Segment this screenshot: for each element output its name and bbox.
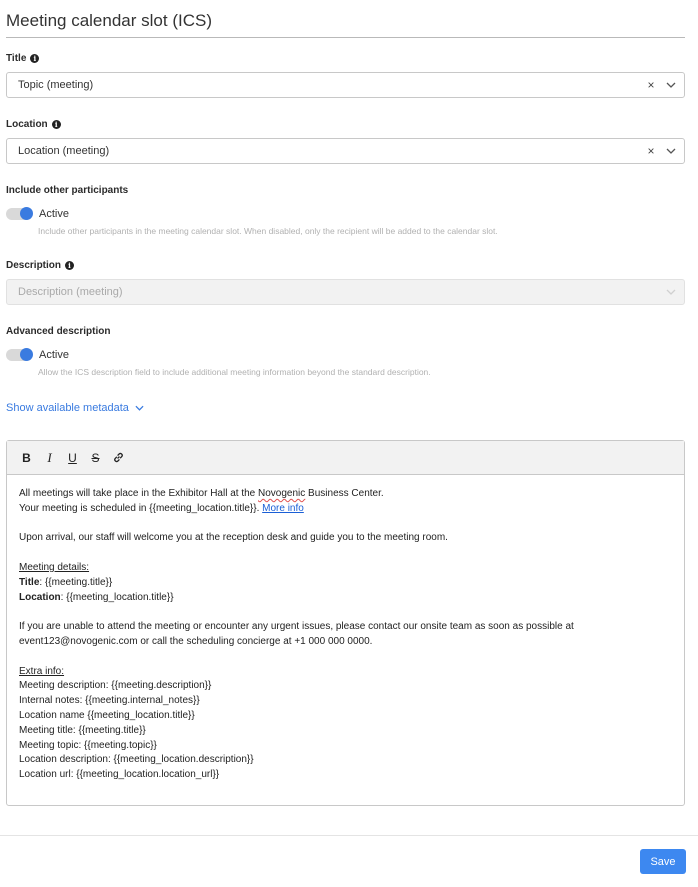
save-button[interactable]: Save (640, 849, 686, 874)
title-label (6, 53, 39, 64)
location-label (6, 119, 61, 130)
participants-label (6, 185, 128, 196)
chevron-down-icon[interactable] (664, 144, 678, 158)
participants-toggle[interactable] (6, 208, 32, 220)
toggle-knob (20, 207, 33, 220)
advanced-help: Allow the ICS description field to include additional meeting information beyond the standard description. (38, 367, 431, 377)
footer-divider (0, 835, 698, 836)
show-metadata-link[interactable] (6, 402, 144, 414)
misspelled-word: Novogenic (258, 488, 306, 499)
rich-text-editor (6, 440, 685, 806)
editor-line: Location: {{meeting_location.title}} (19, 591, 174, 603)
list-item: Location url: {{meeting_location.location_url}} (19, 769, 220, 781)
participants-label-text: Include other participants (6, 185, 129, 196)
list-item: Meeting title: {{meeting.title}} (19, 724, 146, 736)
underline-button[interactable]: U (68, 450, 77, 465)
list-item: Meeting topic: {{meeting.topic}} (19, 739, 157, 751)
link-icon[interactable] (111, 450, 126, 465)
advanced-label-text: Advanced description (6, 326, 111, 337)
description-label (6, 260, 74, 271)
participants-toggle-label: Active (39, 208, 69, 220)
bold-button[interactable]: B (22, 450, 31, 465)
title-select[interactable] (6, 72, 685, 98)
title-label-text: Title (6, 53, 27, 64)
advanced-label (6, 326, 110, 337)
title-select-value: Topic (meeting) (18, 79, 94, 91)
advanced-toggle[interactable] (6, 349, 32, 361)
editor-line: Title: {{meeting.title}} (19, 576, 113, 588)
editor-content[interactable] (7, 475, 684, 795)
extra-info-heading: Extra info: (19, 665, 65, 677)
participants-help: Include other participants in the meeting calendar slot. When disabled, only the recipient will be added to the calendar slot. (38, 226, 498, 236)
toggle-knob (20, 348, 33, 361)
editor-line: All meetings will take place in the Exhibitor Hall at the Novogenic Business Center. (19, 488, 384, 499)
editor-line: Your meeting is scheduled in {{meeting_location.title}}. More info (19, 502, 304, 514)
location-select[interactable] (6, 138, 685, 164)
info-icon[interactable]: i (30, 54, 39, 63)
description-select (6, 279, 685, 305)
advanced-toggle-label: Active (39, 349, 69, 361)
title-divider (6, 37, 685, 38)
advanced-toggle-row (6, 349, 69, 361)
meeting-details-heading: Meeting details: (19, 561, 90, 573)
description-label-text: Description (6, 260, 62, 271)
list-item: Location description: {{meeting_location.description}} (19, 754, 254, 766)
chevron-down-icon (135, 405, 144, 411)
participants-toggle-row (6, 208, 69, 220)
editor-line: If you are unable to attend the meeting or encounter any urgent issues, please contact our onsite team as soon as possible at (19, 621, 574, 633)
editor-line: Upon arrival, our staff will welcome you at the reception desk and guide you to the meeting room. (19, 532, 448, 544)
strikethrough-button[interactable]: S (91, 450, 100, 465)
italic-button[interactable]: I (47, 449, 52, 465)
page-title: Meeting calendar slot (ICS) (6, 11, 212, 30)
clear-icon[interactable]: × (647, 78, 655, 92)
list-item: Internal notes: {{meeting.internal_notes}} (19, 695, 200, 707)
info-icon[interactable]: i (52, 120, 61, 129)
chevron-down-icon (664, 285, 678, 299)
location-label-text: Location (6, 119, 48, 130)
chevron-down-icon[interactable] (664, 78, 678, 92)
show-metadata-text: Show available metadata (6, 402, 129, 414)
description-select-placeholder: Description (meeting) (18, 286, 123, 298)
list-item: Meeting description: {{meeting.description}} (19, 680, 212, 692)
editor-line: event123@novogenic.com or call the scheduling concierge at +1 000 000 0000. (19, 635, 373, 647)
more-info-link[interactable]: More info (262, 502, 304, 514)
location-select-value: Location (meeting) (18, 145, 110, 157)
info-icon[interactable]: i (65, 261, 74, 270)
list-item: Location name {{meeting_location.title}} (19, 709, 195, 721)
editor-toolbar (7, 441, 684, 475)
clear-icon[interactable]: × (647, 144, 655, 158)
